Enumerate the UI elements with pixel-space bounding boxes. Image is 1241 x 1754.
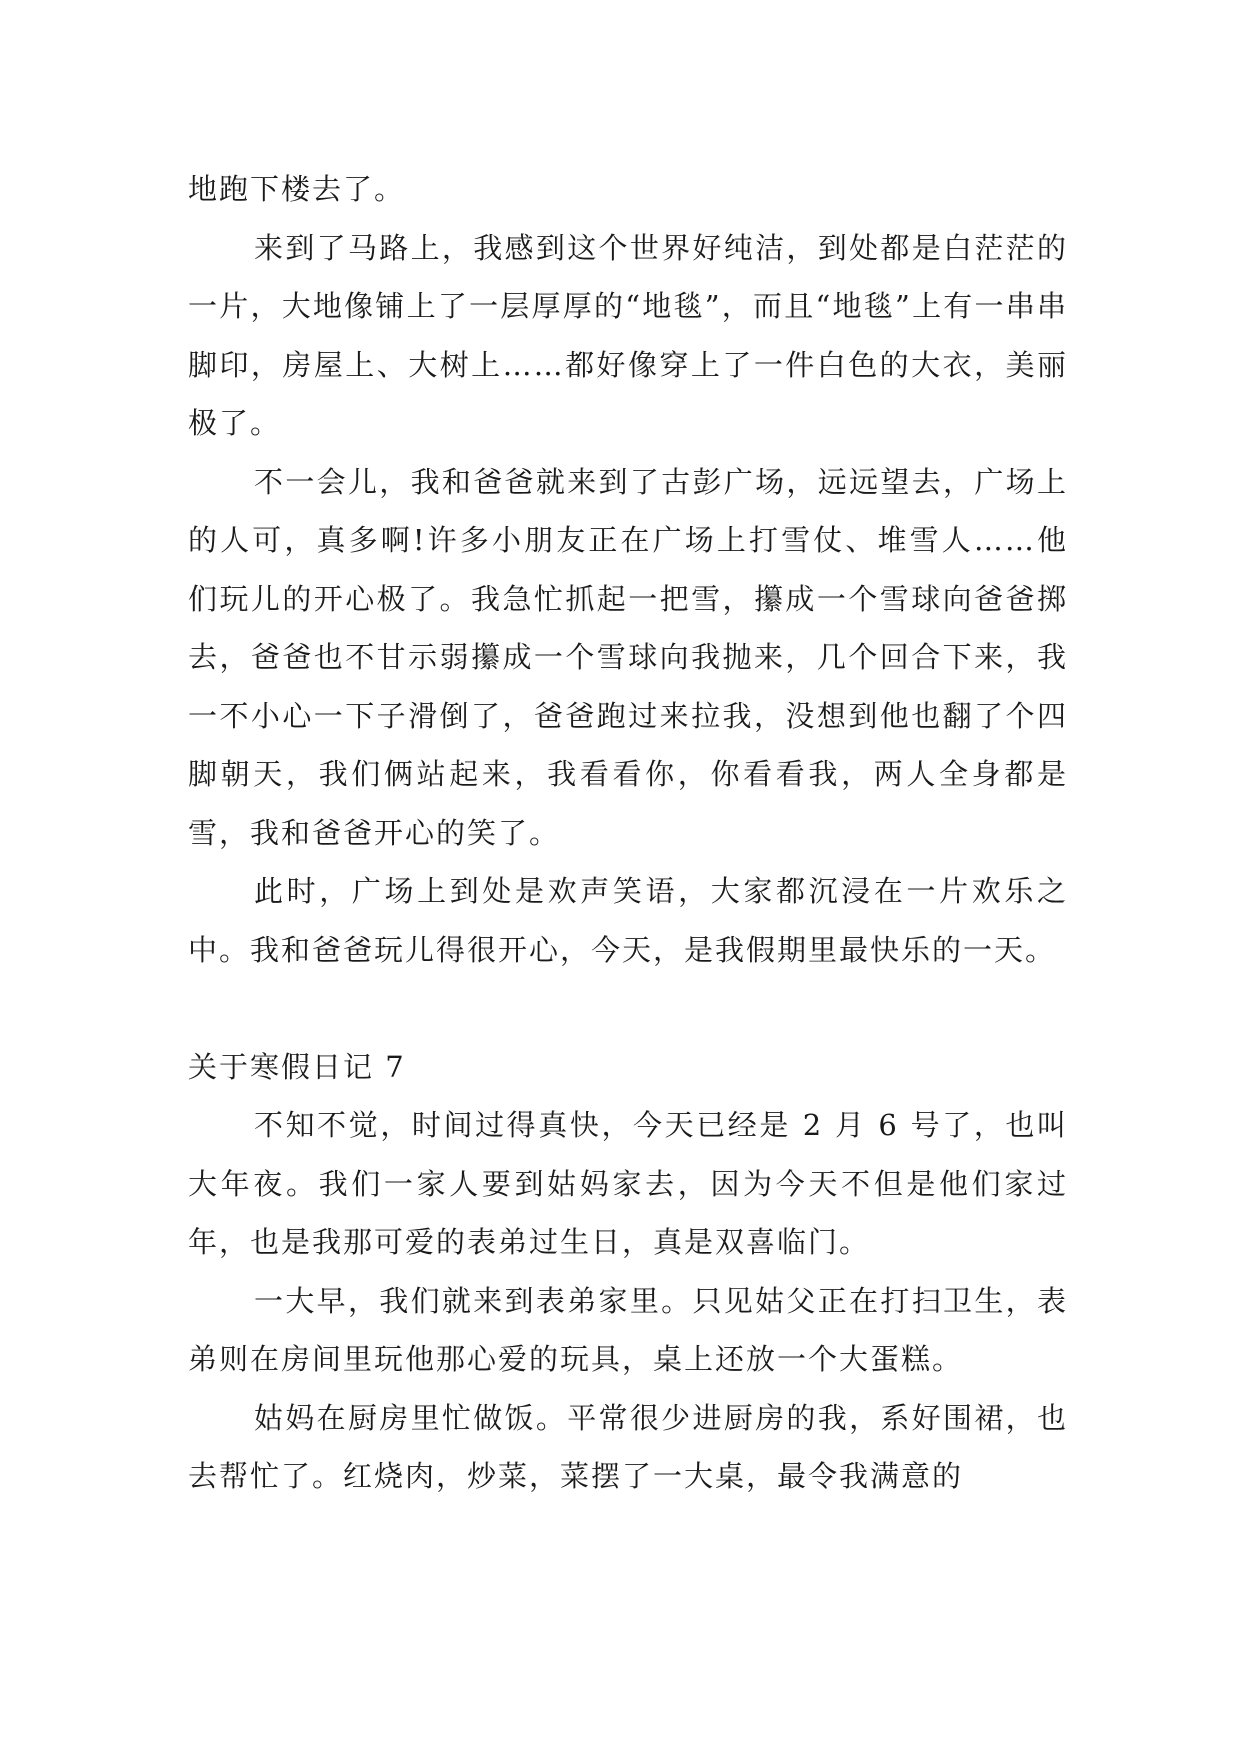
paragraph-morning: 一大早，我们就来到表弟家里。只见姑父正在打扫卫生，表弟则在房间里玩他那心爱的玩具，桌上还放一个大蛋糕。 (188, 1283, 1068, 1376)
document-body (188, 160, 1068, 1506)
paragraph-conclusion: 此时，广场上到处是欢声笑语，大家都沉浸在一片欢乐之中。我和爸爸玩儿得很开心，今天，是我假期里最快乐的一天。 (188, 874, 1068, 967)
section-spacer (188, 979, 1068, 1038)
paragraph-new-year-eve: 不知不觉，时间过得真快，今天已经是 2 月 6 号了，也叫大年夜。我们一家人要到姑妈家去，因为今天不但是他们家过年，也是我那可爱的表弟过生日，真是双喜临门。 (188, 1108, 1068, 1259)
paragraph-road: 来到了马路上，我感到这个世界好纯洁，到处都是白茫茫的一片，大地像铺上了一层厚厚的“地毯”，而且“地毯”上有一串串脚印，房屋上、大树上……都好像穿上了一件白色的大衣，美丽极了。 (188, 230, 1068, 440)
paragraph-kitchen: 姑妈在厨房里忙做饭。平常很少进厨房的我，系好围裙，也去帮忙了。红烧肉，炒菜，菜摆了一大桌，最令我满意的 (188, 1400, 1068, 1493)
paragraph-continuation: 地跑下楼去了。 (188, 172, 406, 206)
section-heading: 关于寒假日记 7 (188, 1049, 406, 1084)
paragraph-square: 不一会儿，我和爸爸就来到了古彭广场，远远望去，广场上的人可，真多啊!许多小朋友正在广场上打雪仗、堆雪人……他们玩儿的开心极了。我急忙抓起一把雪，攥成一个雪球向爸爸掷去，爸爸也不甘示弱攥成一个雪球向我抛来，几个回合下来，我一不小心一下子滑倒了，爸爸跑过来拉我，没想到他也翻了个四脚朝天，我们俩站起来，我看看你，你看看我，两人全身都是雪，我和爸爸开心的笑了。 (188, 464, 1068, 850)
